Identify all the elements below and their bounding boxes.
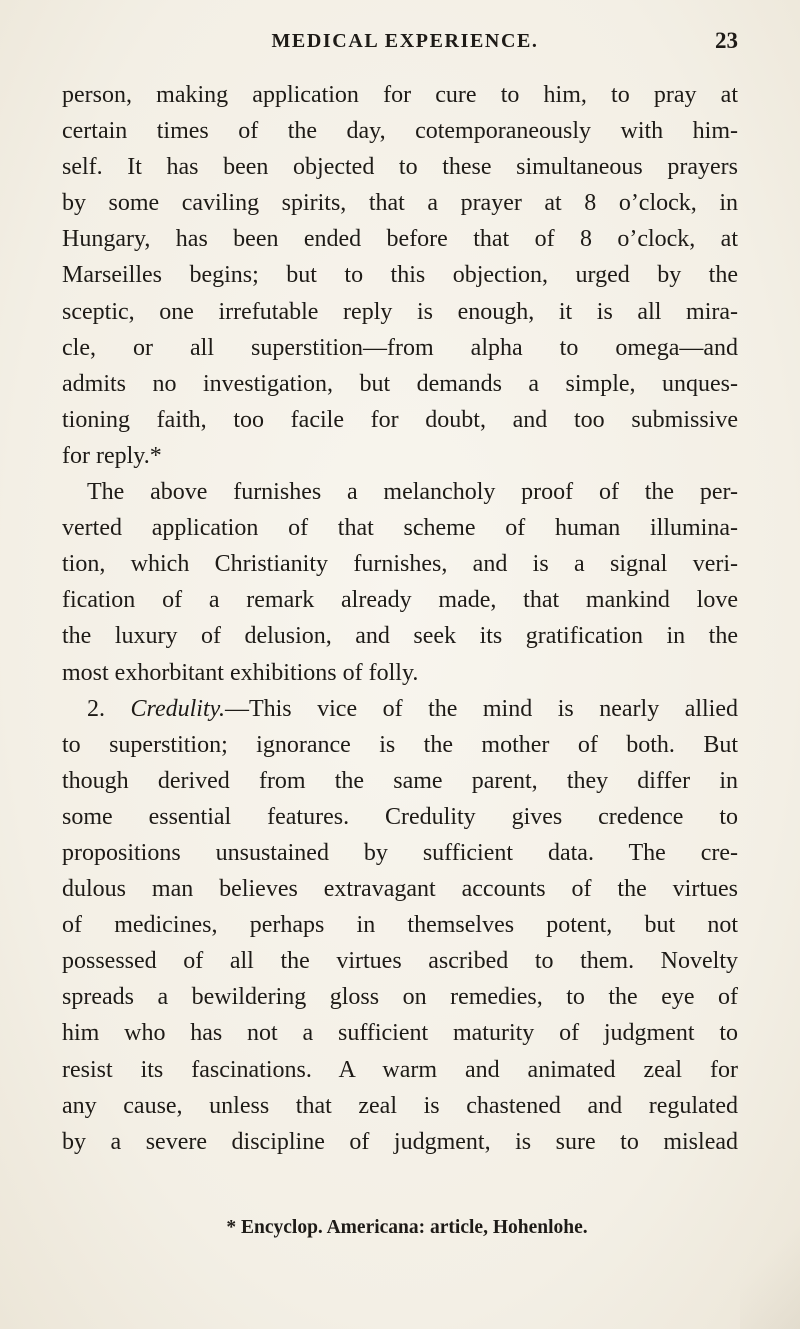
text-line: most exhorbitant exhibitions of folly. bbox=[62, 659, 419, 686]
text-line: any cause, unless that zeal is chastened and regulated bbox=[62, 1092, 738, 1119]
text-line: fication of a remark already made, that mankind love bbox=[62, 587, 738, 614]
text-line: Marseilles begins; but to this objection, urged by the bbox=[62, 262, 738, 289]
text-line: self. It has been objected to these simultaneous prayers bbox=[62, 154, 738, 181]
text-line: tioning faith, too facile for doubt, and too submissive bbox=[62, 406, 738, 433]
text-line: for reply.* bbox=[62, 442, 162, 469]
text-line: resist its fascinations. A warm and animated zeal for bbox=[62, 1056, 738, 1083]
footnote: * Encyclop. Americana: article, Hohenlohe. bbox=[226, 1217, 588, 1238]
page-edge-shadow bbox=[740, 1210, 800, 1329]
text-line: person, making application for cure to him, to pray at bbox=[62, 82, 738, 108]
text-line: admits no investigation, but demands a simple, unques- bbox=[62, 370, 738, 397]
text-line: tion, which Christianity furnishes, and is a signal veri- bbox=[62, 551, 738, 578]
section-lead: —This vice of the mind is nearly allied bbox=[224, 695, 738, 722]
text-line: dulous man believes extravagant accounts of the virtues bbox=[62, 876, 738, 903]
text-line: possessed of all the virtues ascribed to them. Novelty bbox=[62, 948, 738, 975]
text-line: Hungary, has been ended before that of 8 o’clock, at bbox=[62, 226, 738, 253]
section-heading-line bbox=[62, 691, 738, 727]
text-line: though derived from the same parent, they differ in bbox=[62, 767, 738, 794]
section-heading: Credulity. bbox=[130, 695, 225, 722]
text-line: certain times of the day, cotemporaneously with him- bbox=[62, 118, 738, 145]
text-line: the luxury of delusion, and seek its gratification in the bbox=[62, 623, 738, 650]
running-header bbox=[0, 30, 800, 56]
text-line: cle, or all superstition—from alpha to omega—and bbox=[62, 334, 738, 361]
text-line: by some caviling spirits, that a prayer at 8 o’clock, in bbox=[62, 190, 738, 217]
text-line: spreads a bewildering gloss on remedies, to the eye of bbox=[62, 984, 738, 1011]
text-line: verted application of that scheme of human illumina- bbox=[62, 515, 738, 542]
text-line: The above furnishes a melancholy proof of the per- bbox=[87, 479, 738, 506]
section-number: 2. bbox=[87, 695, 105, 722]
page-number: 23 bbox=[715, 28, 738, 53]
text-line: him who has not a sufficient maturity of judgment to bbox=[62, 1020, 738, 1047]
body-text bbox=[62, 77, 738, 1160]
text-line: some essential features. Credulity gives credence to bbox=[62, 803, 738, 830]
text-line: propositions unsustained by sufficient data. The cre- bbox=[62, 839, 738, 866]
text-line: to superstition; ignorance is the mother of both. But bbox=[62, 731, 738, 758]
text-line: by a severe discipline of judgment, is sure to mislead bbox=[62, 1128, 738, 1155]
text-line: of medicines, perhaps in themselves potent, but not bbox=[62, 912, 738, 939]
text-line: sceptic, one irrefutable reply is enough, it is all mira- bbox=[62, 298, 738, 325]
running-title: MEDICAL EXPERIENCE. bbox=[271, 30, 539, 52]
